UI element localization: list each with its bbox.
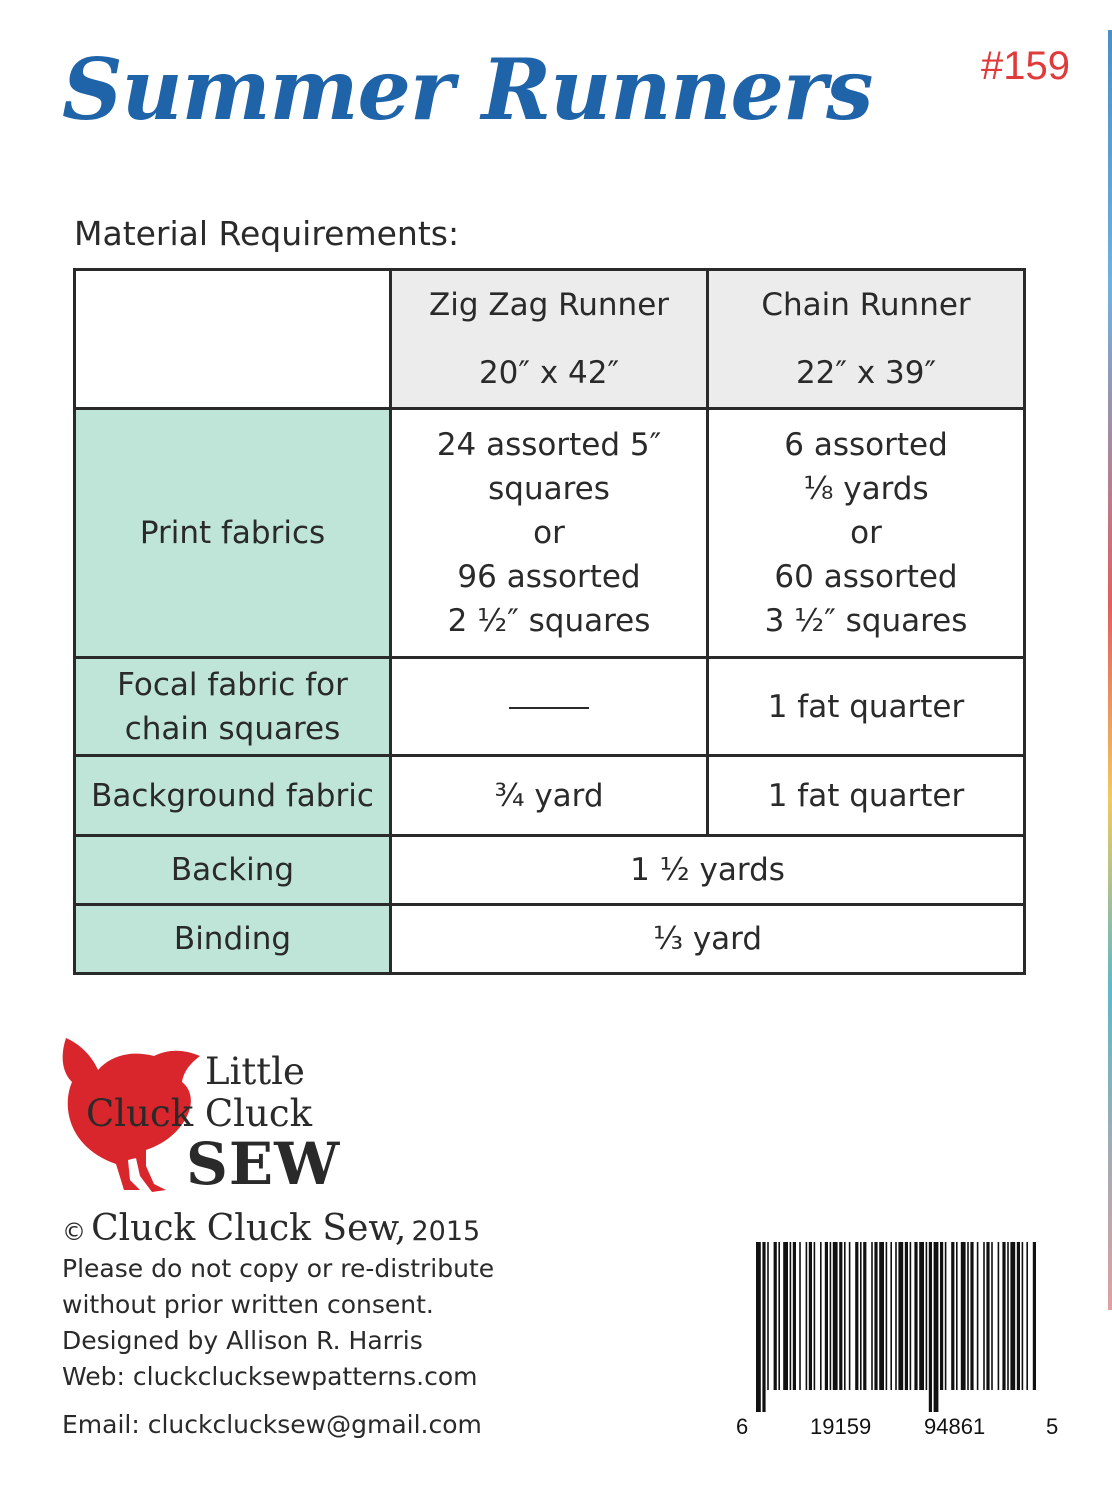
barcode-bar [860,1242,862,1390]
cell-binding: ⅓ yard [391,905,1025,974]
row-label-line: Focal fabric for [117,666,348,703]
cell-line: or [850,515,882,551]
barcode-bar [1017,1242,1020,1390]
copyright-year: 2015 [411,1216,481,1247]
barcode-bar [914,1242,917,1390]
header-chain-runner [708,270,1025,409]
copyright-brand: Cluck Cluck Sew, [91,1208,407,1249]
barcode-bar [783,1242,788,1390]
column-name: Chain Runner [761,287,971,323]
barcode-bar [871,1242,873,1390]
barcode-bar [926,1242,928,1390]
barcode-bar [961,1242,966,1390]
barcode-bar [895,1242,897,1390]
barcode-bar [767,1242,769,1390]
cell-line: 24 assorted 5″ [436,427,662,463]
barcode-bar [806,1242,808,1390]
barcode-bar [830,1242,832,1390]
barcode-bar [956,1242,958,1390]
barcode-bar [910,1242,912,1390]
barcode-bar [825,1242,828,1390]
barcode-bar [879,1242,884,1390]
copyright-line [62,1208,480,1249]
barcode-bar [839,1242,842,1390]
cell-zig-background: ¾ yard [391,756,708,836]
barcode-bar [951,1242,954,1390]
cell-zig-focal [391,658,708,756]
column-size: 20″ x 42″ [478,355,620,391]
barcode-digit-left: 6 [736,1414,749,1439]
cell-line: 2 ½″ squares [447,603,651,639]
barcode-bar [890,1242,892,1390]
cell-chain-background: 1 fat quarter [708,756,1025,836]
cell-line: 3 ½″ squares [764,603,968,639]
cell-zig-print [391,409,708,658]
not-applicable-dash [509,707,589,709]
barcode-bar [886,1242,888,1390]
barcode-bar [844,1242,846,1390]
column-name: Zig Zag Runner [428,287,670,323]
barcode-bar [793,1242,796,1390]
barcode-digits-group1: 19159 [810,1414,872,1439]
barcode-bar [799,1242,801,1390]
web-line: Web: cluckclucksewpatterns.com [62,1362,478,1391]
page-title: Summer Runners [62,40,873,139]
logo-text-sew: SEW [186,1130,341,1198]
table-row-print-fabrics [75,409,1025,658]
cell-backing: 1 ½ yards [391,836,1025,905]
header-empty-cell [75,270,391,409]
barcode-bar [1007,1242,1009,1390]
row-label: Binding [75,905,391,974]
barcode-bar [970,1242,973,1390]
barcode-digits-group2: 94861 [924,1414,986,1439]
row-label: Print fabrics [75,409,391,658]
barcode-bar [940,1242,943,1390]
cell-chain-focal: 1 fat quarter [708,658,1025,756]
barcode-bar [905,1242,908,1390]
barcode-bar [1022,1242,1024,1390]
table-header-row [75,270,1025,409]
barcode-bar [790,1242,792,1390]
designer-line: Designed by Allison R. Harris [62,1326,423,1355]
barcode-bar [991,1242,993,1390]
table-row-background-fabric [75,756,1025,836]
barcode-bar [998,1242,1000,1390]
page-edge-strip [1108,30,1112,1310]
barcode-bar [756,1242,761,1412]
cell-line: ⅛ yards [803,471,929,507]
barcode-bar [898,1242,903,1390]
barcode-bar [849,1242,851,1390]
pattern-number: #159 [981,44,1070,88]
barcode-bar [863,1242,866,1390]
table-row-binding [75,905,1025,974]
barcode [752,1242,1040,1412]
barcode-bar [809,1242,812,1390]
barcode-bar [820,1242,822,1390]
logo-text-little: Little [205,1050,305,1093]
cell-line: 96 assorted [457,559,641,595]
material-requirements-table [73,268,1026,975]
cell-line: squares [488,471,610,507]
barcode-bar [945,1242,947,1390]
row-label [75,658,391,756]
row-label: Backing [75,836,391,905]
barcode-bar [762,1242,765,1412]
logo-text-cluck-cluck: Cluck Cluck [86,1092,312,1135]
barcode-bar [833,1242,838,1390]
barcode-bar [977,1242,979,1390]
barcode-bar [1033,1242,1036,1390]
barcode-bar [934,1242,939,1412]
copyright-symbol: © [62,1218,86,1246]
notice-line: Please do not copy or re-distribute [62,1254,495,1283]
email-line: Email: cluckclucksew@gmail.com [62,1410,482,1439]
header-zig-zag-runner [391,270,708,409]
table-row-backing [75,836,1025,905]
notice-line: without prior written consent. [62,1290,434,1319]
barcode-digit-right: 5 [1046,1414,1059,1439]
barcode-bar [919,1242,924,1390]
barcode-bar [1026,1242,1028,1390]
row-label-line: chain squares [124,710,341,747]
cell-line: 6 assorted [784,427,948,463]
cell-chain-print [708,409,1025,658]
barcode-bar [929,1242,932,1412]
barcode-bar [778,1242,780,1390]
barcode-bar [814,1242,816,1390]
table-row-focal-fabric [75,658,1025,756]
row-label: Background fabric [75,756,391,836]
barcode-bar [874,1242,877,1390]
barcode-bar [855,1242,858,1390]
barcode-bar [1010,1242,1015,1390]
cell-line: 60 assorted [774,559,958,595]
barcode-bar [774,1242,777,1390]
barcode-bar [986,1242,989,1390]
requirements-heading: Material Requirements: [74,214,460,253]
barcode-bar [1002,1242,1005,1390]
barcode-bar [967,1242,969,1390]
cell-line: or [533,515,565,551]
column-size: 22″ x 39″ [795,355,937,391]
barcode-bar [983,1242,985,1390]
